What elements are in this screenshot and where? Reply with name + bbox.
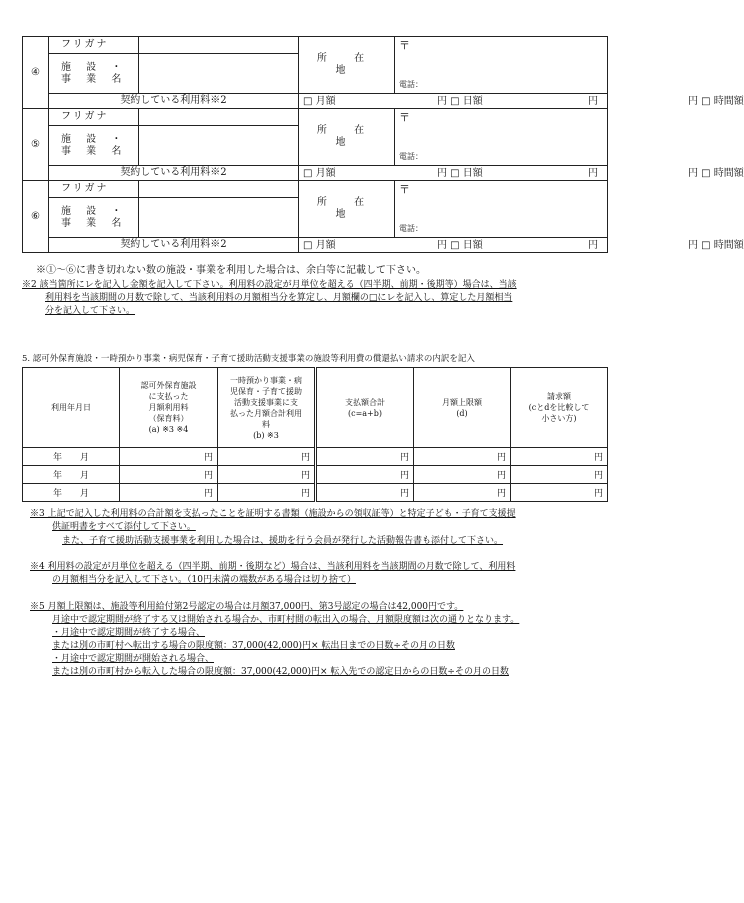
header-a-line: (a) ※3 ※4	[148, 425, 189, 434]
furigana-input[interactable]	[139, 109, 299, 126]
fee-hourly-checkbox[interactable]: 円 □ 時間額	[688, 96, 744, 107]
claim-amount-input[interactable]: 円	[511, 484, 608, 502]
note-5-line-4: または別の市町村へ転出する場合の限度額：37,000(42,000)円× 転出日までの日数÷その月の日数	[52, 641, 455, 651]
facility-row-5-fee	[23, 166, 608, 181]
facility-name-label	[49, 198, 139, 238]
note-3-line-2: 供証明書をすべて添付して下さい。	[52, 522, 196, 532]
amount-c-input[interactable]: 円	[316, 466, 414, 484]
fee-monthly-daily-cell[interactable]	[299, 238, 608, 253]
amount-c-input[interactable]: 円	[316, 448, 414, 466]
claim-header-row	[23, 368, 608, 448]
furigana-input[interactable]	[139, 37, 299, 54]
amount-a-input[interactable]: 円	[120, 448, 218, 466]
table-row	[23, 448, 608, 466]
header-monthly-limit-d	[414, 368, 511, 448]
facility-name-label-2: 事 業 名	[61, 73, 128, 85]
fee-daily-checkbox[interactable]: 円 □ 日額	[437, 168, 483, 179]
header-b-line: 児保育・子育て援助	[230, 386, 302, 396]
fee-monthly-checkbox[interactable]: □ 月額	[303, 240, 336, 251]
header-b-line: (b) ※3	[253, 430, 279, 440]
fee-hourly-checkbox[interactable]: 円 □ 時間額	[688, 240, 744, 251]
fee-yen-label: 円	[588, 168, 598, 179]
header-c-line: (c=a+b)	[347, 408, 383, 418]
furigana-label: フリガナ	[49, 37, 139, 54]
amount-a-input[interactable]: 円	[120, 484, 218, 502]
note-5-line-5: ・月途中で認定期間が開始される場合、	[52, 654, 215, 664]
amount-b-input[interactable]: 円	[218, 466, 316, 484]
amount-b-input[interactable]: 円	[218, 484, 316, 502]
note-4-line-2: の月額相当分を記入して下さい。（10円未満の端数がある場合は切り捨て）	[52, 575, 356, 585]
facility-name-label-2: 事 業 名	[61, 217, 128, 229]
note-2-line-2: 利用料を当該期間の月数で除して、当該利用料の月額相当分を算定し、月額欄の□にレを記入し、算定した月額相当	[45, 293, 513, 303]
fee-label: 契約している利用料※2	[49, 166, 299, 181]
header-b-line: 一時預かり事業・病	[230, 375, 302, 385]
facility-row-6-furigana	[23, 181, 608, 198]
amount-d-input[interactable]: 円	[414, 466, 511, 484]
furigana-label: フリガナ	[49, 181, 139, 198]
header-a-line: に支払った	[148, 392, 189, 401]
claim-amount-input[interactable]: 円	[511, 466, 608, 484]
furigana-label: フリガナ	[49, 109, 139, 126]
blank-note: ※①～⑥に書き切れない数の施設・事業を利用した場合は、余白等に記載して下さい。	[36, 265, 426, 276]
fee-daily-checkbox[interactable]: 円 □ 日額	[437, 240, 483, 251]
header-total-fee-b	[218, 368, 316, 448]
facility-row-5-furigana	[23, 109, 608, 126]
location-label: 所 在 地	[299, 109, 395, 166]
usage-month-input[interactable]: 年 月	[23, 484, 120, 502]
fee-yen-label: 円	[588, 96, 598, 107]
address-input[interactable]	[395, 37, 608, 94]
note-3-line-1: ※3 上記で記入した利用料の合計額を支払ったことを証明する書類（施設からの領収証等）と特定子ども・子育て支援提	[30, 509, 516, 519]
phone-label: 電話：	[399, 224, 423, 234]
note-2-line-3: 分を記入して下さい。	[45, 306, 136, 316]
facility-row-4-furigana	[23, 37, 608, 54]
header-claim-amount	[511, 368, 608, 448]
address-input[interactable]	[395, 109, 608, 166]
facility-row-6-fee	[23, 238, 608, 253]
facility-name-label-1: 施 設 ・	[61, 205, 128, 217]
facility-name-label-1: 施 設 ・	[61, 61, 128, 73]
amount-c-input[interactable]: 円	[316, 484, 414, 502]
postal-mark: 〒	[399, 39, 410, 52]
header-usage-month: 利用年月日	[23, 368, 120, 448]
facility-number: ⑤	[23, 109, 49, 181]
header-d-line: 月額上限額	[442, 397, 482, 407]
facility-name-label-1: 施 設 ・	[61, 133, 128, 145]
header-e-line: (cとdを比較して	[528, 403, 590, 412]
phone-label: 電話：	[399, 80, 423, 90]
note-4-line-1: ※4 利用料の設定が月単位を超える（四半期、前期・後期など）場合は、当該利用料を当該期間の月数で除して、利用料	[30, 562, 516, 572]
fee-monthly-daily-cell[interactable]	[299, 94, 608, 109]
header-a-line: 月額利用料	[148, 403, 189, 412]
facility-table	[22, 36, 744, 253]
location-label: 所 在 地	[299, 37, 395, 94]
facility-name-label-2: 事 業 名	[61, 145, 128, 157]
postal-mark: 〒	[399, 183, 410, 196]
note-5-line-1: ※5 月額上限額は、施設等利用給付第2号認定の場合は月額37,000円、第3号認定の場合は42,000円です。	[30, 602, 464, 612]
amount-b-input[interactable]: 円	[218, 448, 316, 466]
header-a-line: 認可外保育施設	[140, 381, 197, 390]
facility-name-label	[49, 54, 139, 94]
phone-label: 電話：	[399, 152, 423, 162]
header-b-line: 払った月額合計利用	[230, 408, 302, 418]
header-b-line: 料	[262, 419, 270, 429]
note-5-line-2: 月途中で認定期間が終了する又は開始される場合か、市町村間の転出入の場合、月額限度額は次の通りとなります。	[52, 615, 520, 625]
facility-name-input[interactable]	[139, 126, 299, 166]
section-5-title: 5. 認可外保育施設・一時預かり事業・病児保育・子育て援助活動支援事業の施設等利用費の償還払い請求の内訳を記入	[22, 354, 475, 364]
facility-number: ④	[23, 37, 49, 109]
header-a-line: （保育料）	[148, 414, 189, 423]
facility-name-label	[49, 126, 139, 166]
postal-mark: 〒	[399, 111, 410, 124]
header-b-line: 活動支援事業に支	[234, 397, 298, 407]
amount-a-input[interactable]: 円	[120, 466, 218, 484]
address-input[interactable]	[395, 181, 608, 238]
fee-yen-label: 円	[588, 240, 598, 251]
fee-daily-checkbox[interactable]: 円 □ 日額	[437, 96, 483, 107]
usage-month-input[interactable]: 年 月	[23, 466, 120, 484]
note-2-line-1: ※2 該当箇所にレを記入し金額を記入して下さい。利用料の設定が月単位を超える（四半期、前期・後期等）場合は、当該	[22, 280, 517, 290]
facility-number: ⑥	[23, 181, 49, 253]
fee-monthly-daily-cell[interactable]	[299, 166, 608, 181]
fee-monthly-checkbox[interactable]: □ 月額	[303, 168, 336, 179]
note-3-line-3: また、子育て援助活動支援事業を利用した場合は、援助を行う会員が発行した活動報告書も添付して下さい。	[62, 536, 504, 546]
header-e-line: 請求額	[547, 392, 571, 401]
fee-label: 契約している利用料※2	[49, 94, 299, 109]
fee-hourly-checkbox[interactable]: 円 □ 時間額	[688, 168, 744, 179]
header-d-line: (d)	[456, 408, 468, 418]
facility-row-4-fee	[23, 94, 608, 109]
amount-d-input[interactable]: 円	[414, 484, 511, 502]
location-label: 所 在 地	[299, 181, 395, 238]
usage-month-input[interactable]: 年 月	[23, 448, 120, 466]
table-row	[23, 484, 608, 502]
header-c-line: 支払額合計	[345, 397, 385, 407]
table-row	[23, 466, 608, 484]
header-e-line: 小さい方)	[541, 414, 577, 423]
fee-label: 契約している利用料※2	[49, 238, 299, 253]
fee-monthly-checkbox[interactable]: □ 月額	[303, 96, 336, 107]
header-payment-total-c	[316, 368, 414, 448]
claim-table	[22, 367, 608, 502]
note-5-line-6: または別の市町村から転入した場合の限度額：37,000(42,000)円× 転入先での認定日からの日数÷その月の日数	[52, 667, 509, 677]
header-monthly-fee-a	[120, 368, 218, 448]
furigana-input[interactable]	[139, 181, 299, 198]
facility-name-input[interactable]	[139, 54, 299, 94]
facility-name-input[interactable]	[139, 198, 299, 238]
claim-amount-input[interactable]: 円	[511, 448, 608, 466]
amount-d-input[interactable]: 円	[414, 448, 511, 466]
note-5-line-3: ・月途中で認定期間が終了する場合、	[52, 628, 206, 638]
